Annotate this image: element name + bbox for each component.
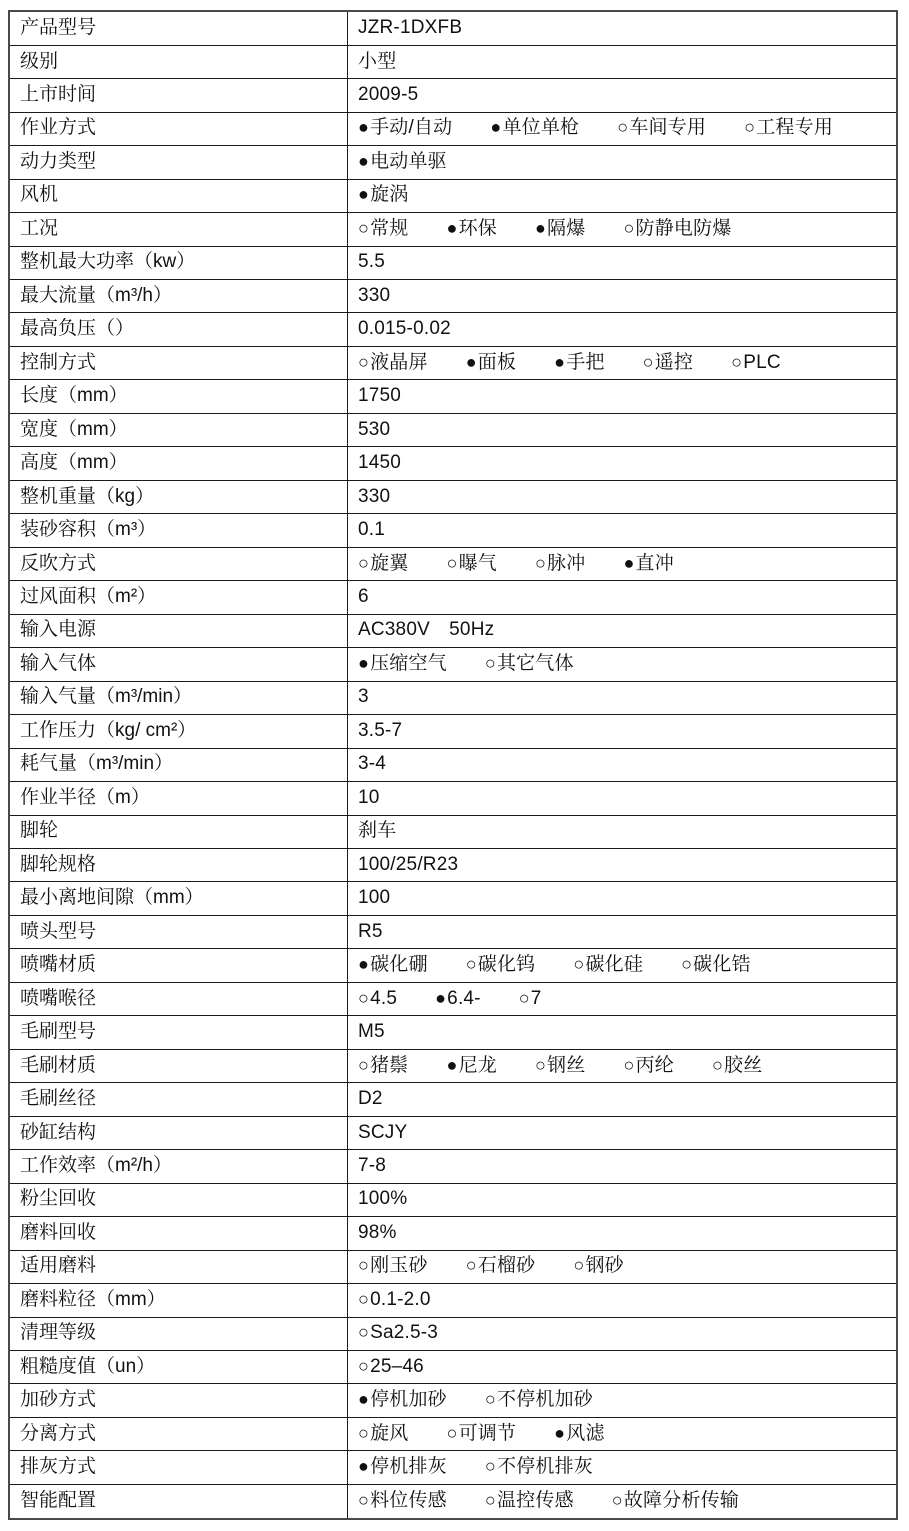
spec-value: 530 <box>348 413 898 446</box>
spec-value: 2009-5 <box>348 79 898 112</box>
radio-option <box>446 554 496 575</box>
table-row <box>9 1083 897 1116</box>
table-row <box>9 1116 897 1149</box>
radio-option <box>623 219 731 240</box>
radio-unselected-icon: ○ <box>518 987 530 1008</box>
product-spec-table <box>8 10 898 1520</box>
radio-option-label: 风滤 <box>566 1422 605 1444</box>
table-row <box>9 447 897 480</box>
spec-label: 智能配置 <box>9 1484 348 1519</box>
table-row <box>9 380 897 413</box>
radio-option <box>358 554 408 575</box>
radio-option <box>466 1256 536 1277</box>
radio-unselected-icon: ○ <box>358 1422 370 1443</box>
table-row <box>9 346 897 379</box>
spec-label: 工作压力（kg/ cm²） <box>9 715 348 748</box>
spec-label: 高度（mm） <box>9 447 348 480</box>
table-row <box>9 581 897 614</box>
spec-label: 清理等级 <box>9 1317 348 1350</box>
spec-label: 输入气体 <box>9 648 348 681</box>
radio-option-label: 电动单驱 <box>370 150 447 172</box>
table-row <box>9 1150 897 1183</box>
table-row <box>9 1183 897 1216</box>
spec-label: 工作效率（m²/h） <box>9 1150 348 1183</box>
radio-option-label: 压缩空气 <box>370 652 447 674</box>
radio-unselected-icon: ○ <box>711 1054 724 1075</box>
radio-option <box>485 1457 593 1478</box>
spec-label: 脚轮规格 <box>9 848 348 881</box>
spec-label: 磨料回收 <box>9 1217 348 1250</box>
table-row <box>9 1284 897 1317</box>
radio-option-label: 25–46 <box>370 1355 424 1377</box>
spec-label: 砂缸结构 <box>9 1116 348 1149</box>
radio-unselected-icon: ○ <box>484 1456 496 1477</box>
radio-option-label: 脉冲 <box>547 552 586 574</box>
radio-option-label: 料位传感 <box>370 1490 447 1511</box>
spec-value <box>348 547 898 580</box>
spec-label: 排灰方式 <box>9 1451 348 1484</box>
radio-selected-icon: ● <box>465 351 477 372</box>
spec-value <box>348 213 898 246</box>
radio-unselected-icon: ○ <box>611 1490 623 1510</box>
table-row <box>9 681 897 714</box>
radio-option <box>358 654 447 675</box>
radio-option <box>446 1424 516 1445</box>
spec-value: 100% <box>348 1183 898 1216</box>
radio-unselected-icon: ○ <box>681 954 693 975</box>
radio-option-label: PLC <box>743 351 781 373</box>
spec-value <box>348 982 898 1015</box>
spec-value: 98% <box>348 1217 898 1250</box>
spec-label: 反吹方式 <box>9 547 348 580</box>
spec-value <box>348 1250 898 1283</box>
radio-unselected-icon: ○ <box>358 1322 370 1343</box>
table-row <box>9 480 897 513</box>
table-row <box>9 514 897 547</box>
spec-label: 整机最大功率（kw） <box>9 246 348 279</box>
spec-label: 宽度（mm） <box>9 413 348 446</box>
spec-label: 粉尘回收 <box>9 1183 348 1216</box>
spec-value <box>348 1384 898 1417</box>
table-row <box>9 1351 897 1384</box>
spec-label: 控制方式 <box>9 346 348 379</box>
radio-option-label: 碳化锆 <box>693 954 751 976</box>
radio-selected-icon: ● <box>358 652 370 673</box>
radio-option <box>358 152 447 173</box>
radio-option-label: 石榴砂 <box>477 1255 536 1277</box>
radio-option <box>358 118 452 139</box>
spec-label: 毛刷材质 <box>9 1049 348 1082</box>
table-row <box>9 1317 897 1350</box>
radio-option <box>612 1491 739 1512</box>
radio-option <box>358 1424 408 1445</box>
spec-label: 产品型号 <box>9 11 348 45</box>
spec-label: 磨料粒径（mm） <box>9 1284 348 1317</box>
radio-option-label: 碳化硅 <box>585 954 644 976</box>
radio-option-label: 丙纶 <box>635 1054 674 1076</box>
radio-selected-icon: ● <box>554 1422 566 1443</box>
spec-value <box>348 949 898 982</box>
radio-option <box>358 1390 447 1411</box>
table-row <box>9 915 897 948</box>
radio-option <box>535 554 585 575</box>
spec-value <box>348 1284 898 1317</box>
table-row <box>9 179 897 212</box>
radio-option <box>623 554 673 575</box>
spec-label: 动力类型 <box>9 146 348 179</box>
radio-option <box>466 353 516 374</box>
spec-value: JZR-1DXFB <box>348 11 898 45</box>
table-row <box>9 782 897 815</box>
radio-unselected-icon: ○ <box>534 552 547 573</box>
spec-value: SCJY <box>348 1116 898 1149</box>
spec-value <box>348 1317 898 1350</box>
spec-value <box>348 1049 898 1082</box>
radio-unselected-icon: ○ <box>484 1490 496 1510</box>
radio-unselected-icon: ○ <box>358 1490 370 1510</box>
radio-option <box>358 353 428 374</box>
table-row <box>9 1016 897 1049</box>
radio-option-label: 隔爆 <box>547 217 586 239</box>
table-row <box>9 614 897 647</box>
radio-option <box>643 353 693 374</box>
radio-option-label: 单位单枪 <box>502 117 580 139</box>
radio-option-label: 钢丝 <box>547 1054 586 1076</box>
table-row <box>9 815 897 848</box>
radio-option-label: 旋翼 <box>370 552 409 574</box>
spec-label: 过风面积（m²） <box>9 581 348 614</box>
spec-value: M5 <box>348 1016 898 1049</box>
table-row <box>9 1451 897 1484</box>
radio-option-label: 停机加砂 <box>370 1389 447 1411</box>
radio-option <box>554 1424 604 1445</box>
radio-option-label: Sa2.5-3 <box>370 1322 439 1344</box>
radio-option <box>573 955 643 976</box>
spec-label: 作业方式 <box>9 112 348 145</box>
radio-option <box>485 654 574 675</box>
radio-unselected-icon: ○ <box>358 217 370 238</box>
spec-value: 7-8 <box>348 1150 898 1183</box>
radio-option-label: 故障分析传输 <box>623 1490 740 1511</box>
radio-option-label: 曝气 <box>458 552 497 574</box>
radio-option-label: 7 <box>530 987 542 1009</box>
radio-option <box>535 1056 585 1077</box>
spec-label: 上市时间 <box>9 79 348 112</box>
table-row <box>9 848 897 881</box>
spec-label: 输入气量（m³/min） <box>9 681 348 714</box>
radio-unselected-icon: ○ <box>358 987 370 1008</box>
radio-unselected-icon: ○ <box>484 1389 496 1410</box>
radio-unselected-icon: ○ <box>465 954 477 975</box>
spec-label: 耗气量（m³/min） <box>9 748 348 781</box>
table-row <box>9 1049 897 1082</box>
radio-selected-icon: ● <box>358 150 370 171</box>
spec-label: 喷嘴喉径 <box>9 982 348 1015</box>
table-row <box>9 1417 897 1450</box>
spec-value: AC380V 50Hz <box>348 614 898 647</box>
radio-option-label: 温控传感 <box>496 1490 574 1511</box>
table-row <box>9 748 897 781</box>
spec-label: 脚轮 <box>9 815 348 848</box>
radio-selected-icon: ● <box>446 217 458 238</box>
table-row <box>9 45 897 78</box>
radio-option-label: 不停机加砂 <box>496 1389 593 1411</box>
radio-option-label: 不停机排灰 <box>496 1456 593 1478</box>
table-row <box>9 1217 897 1250</box>
radio-unselected-icon: ○ <box>358 1255 370 1276</box>
radio-option-label: 直冲 <box>635 552 674 574</box>
spec-label: 整机重量（kg） <box>9 480 348 513</box>
spec-value: 3.5-7 <box>348 715 898 748</box>
spec-value <box>348 112 898 145</box>
radio-option-label: 车间专用 <box>629 117 707 139</box>
table-row <box>9 146 897 179</box>
radio-selected-icon: ● <box>490 117 502 138</box>
spec-value: 330 <box>348 280 898 313</box>
table-row <box>9 112 897 145</box>
radio-option-label: 液晶屏 <box>370 351 428 373</box>
radio-option <box>535 219 585 240</box>
spec-value <box>348 1417 898 1450</box>
table-row <box>9 882 897 915</box>
radio-option <box>712 1056 762 1077</box>
spec-label: 加砂方式 <box>9 1384 348 1417</box>
table-row <box>9 1484 897 1519</box>
radio-unselected-icon: ○ <box>617 117 629 138</box>
radio-option <box>358 1323 438 1344</box>
table-row <box>9 413 897 446</box>
table-row <box>9 949 897 982</box>
radio-unselected-icon: ○ <box>484 652 496 673</box>
spec-label: 喷头型号 <box>9 915 348 948</box>
spec-value <box>348 179 898 212</box>
radio-unselected-icon: ○ <box>573 1255 585 1276</box>
radio-option <box>358 1056 408 1077</box>
radio-unselected-icon: ○ <box>358 552 370 573</box>
radio-unselected-icon: ○ <box>573 954 585 975</box>
radio-option-label: 旋风 <box>370 1422 409 1444</box>
spec-value <box>348 1451 898 1484</box>
radio-option <box>435 989 481 1010</box>
radio-option <box>490 118 579 139</box>
spec-label: 最大流量（m³/h） <box>9 280 348 313</box>
table-row <box>9 213 897 246</box>
radio-option-label: 工程专用 <box>756 117 834 139</box>
table-row <box>9 79 897 112</box>
spec-label: 作业半径（m） <box>9 782 348 815</box>
spec-value: 1750 <box>348 380 898 413</box>
spec-value: 10 <box>348 782 898 815</box>
radio-unselected-icon: ○ <box>358 1355 370 1376</box>
radio-option <box>485 1390 593 1411</box>
radio-option <box>358 1256 428 1277</box>
table-row <box>9 648 897 681</box>
spec-value: 0.015-0.02 <box>348 313 898 346</box>
spec-value: 3-4 <box>348 748 898 781</box>
table-row <box>9 982 897 1015</box>
table-row <box>9 246 897 279</box>
radio-option <box>358 219 408 240</box>
spec-value: 0.1 <box>348 514 898 547</box>
radio-option <box>554 353 604 374</box>
spec-value: D2 <box>348 1083 898 1116</box>
spec-value: 330 <box>348 480 898 513</box>
spec-label: 输入电源 <box>9 614 348 647</box>
radio-option-label: 停机排灰 <box>370 1456 447 1478</box>
radio-selected-icon: ● <box>554 351 566 372</box>
radio-unselected-icon: ○ <box>623 217 635 238</box>
radio-option-label: 遥控 <box>654 351 694 373</box>
radio-option-label: 碳化钨 <box>477 954 536 976</box>
spec-value: 刹车 <box>348 815 898 848</box>
spec-value: 6 <box>348 581 898 614</box>
radio-option <box>358 1491 447 1512</box>
radio-selected-icon: ● <box>358 954 370 975</box>
table-row <box>9 715 897 748</box>
spec-label: 喷嘴材质 <box>9 949 348 982</box>
spec-label: 工况 <box>9 213 348 246</box>
radio-option <box>623 1056 673 1077</box>
spec-table-body <box>9 11 897 1519</box>
radio-option-label: 碳化硼 <box>370 954 428 976</box>
radio-option <box>358 955 428 976</box>
radio-option <box>744 118 833 139</box>
spec-value: 5.5 <box>348 246 898 279</box>
radio-option-label: 常规 <box>370 217 409 239</box>
table-row <box>9 1250 897 1283</box>
spec-label: 粗糙度值（un） <box>9 1351 348 1384</box>
spec-value <box>348 648 898 681</box>
radio-selected-icon: ● <box>358 1456 370 1477</box>
radio-selected-icon: ● <box>358 1389 370 1410</box>
radio-option <box>573 1256 623 1277</box>
radio-selected-icon: ● <box>446 1054 458 1075</box>
radio-selected-icon: ● <box>358 184 370 205</box>
radio-option <box>358 185 408 206</box>
spec-label: 级别 <box>9 45 348 78</box>
radio-option-label: 手把 <box>566 351 605 373</box>
radio-selected-icon: ● <box>358 117 370 138</box>
radio-option-label: 4.5 <box>370 987 398 1009</box>
radio-option <box>466 955 536 976</box>
radio-option-label: 刚玉砂 <box>370 1255 428 1277</box>
radio-option <box>617 118 706 139</box>
radio-option-label: 钢砂 <box>585 1255 624 1277</box>
spec-value: 3 <box>348 681 898 714</box>
radio-unselected-icon: ○ <box>744 117 756 138</box>
radio-option <box>358 1357 424 1378</box>
radio-option <box>731 353 781 374</box>
radio-selected-icon: ● <box>623 552 635 573</box>
radio-unselected-icon: ○ <box>534 1054 547 1075</box>
radio-selected-icon: ● <box>435 987 447 1008</box>
radio-option <box>485 1491 574 1512</box>
spec-value <box>348 346 898 379</box>
radio-unselected-icon: ○ <box>731 351 743 372</box>
spec-label: 毛刷丝径 <box>9 1083 348 1116</box>
radio-option-label: 胶丝 <box>724 1054 763 1076</box>
spec-label: 装砂容积（m³） <box>9 514 348 547</box>
radio-unselected-icon: ○ <box>465 1255 477 1276</box>
radio-option-label: 手动/自动 <box>370 117 453 139</box>
radio-option <box>358 1290 431 1311</box>
radio-option-label: 6.4- <box>447 987 481 1009</box>
table-row <box>9 547 897 580</box>
spec-value: R5 <box>348 915 898 948</box>
radio-option-label: 面板 <box>477 351 517 373</box>
radio-unselected-icon: ○ <box>358 351 370 372</box>
table-row <box>9 313 897 346</box>
spec-label: 适用磨料 <box>9 1250 348 1283</box>
radio-option <box>519 989 542 1010</box>
radio-unselected-icon: ○ <box>446 552 458 573</box>
spec-label: 最小离地间隙（mm） <box>9 882 348 915</box>
radio-unselected-icon: ○ <box>446 1422 458 1443</box>
radio-unselected-icon: ○ <box>358 1288 370 1309</box>
spec-value: 100/25/R23 <box>348 848 898 881</box>
radio-unselected-icon: ○ <box>623 1054 635 1075</box>
table-row <box>9 280 897 313</box>
radio-option-label: 防静电防爆 <box>635 217 732 239</box>
radio-selected-icon: ● <box>534 217 547 238</box>
radio-option-label: 0.1-2.0 <box>370 1288 431 1310</box>
spec-label: 最高负压（） <box>9 313 348 346</box>
spec-label: 长度（mm） <box>9 380 348 413</box>
radio-option <box>446 1056 496 1077</box>
radio-option-label: 尼龙 <box>458 1054 497 1076</box>
radio-option <box>358 989 397 1010</box>
radio-option-label: 环保 <box>458 217 497 239</box>
spec-value: 1450 <box>348 447 898 480</box>
radio-option <box>446 219 496 240</box>
spec-value: 小型 <box>348 45 898 78</box>
table-row <box>9 11 897 45</box>
radio-unselected-icon: ○ <box>642 351 654 372</box>
radio-option <box>358 1457 447 1478</box>
radio-unselected-icon: ○ <box>358 1054 370 1075</box>
spec-value: 100 <box>348 882 898 915</box>
spec-label: 分离方式 <box>9 1417 348 1450</box>
spec-value <box>348 146 898 179</box>
radio-option-label: 猪鬃 <box>370 1054 409 1076</box>
spec-value <box>348 1484 898 1519</box>
radio-option <box>681 955 751 976</box>
radio-option-label: 可调节 <box>458 1422 517 1444</box>
table-row <box>9 1384 897 1417</box>
spec-value <box>348 1351 898 1384</box>
spec-label: 风机 <box>9 179 348 212</box>
radio-option-label: 其它气体 <box>496 652 574 674</box>
spec-label: 毛刷型号 <box>9 1016 348 1049</box>
radio-option-label: 旋涡 <box>370 184 409 206</box>
